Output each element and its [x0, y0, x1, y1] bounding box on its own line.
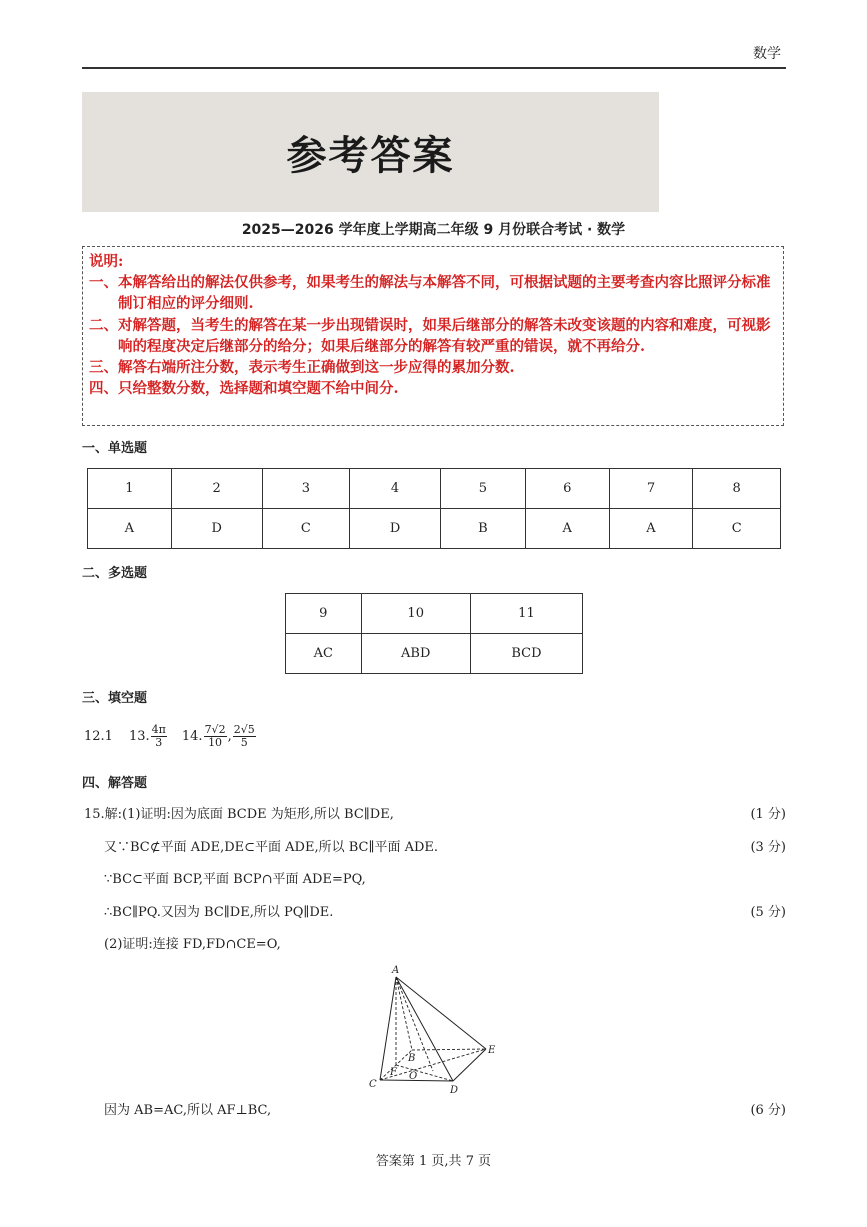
question-number: 9 — [286, 594, 362, 634]
solution-text: ∴BC∥PQ.又因为 BC∥DE,所以 PQ∥DE. — [104, 905, 334, 920]
q14-b-denominator: 5 — [240, 736, 248, 749]
solution-text: 15.解:(1)证明:因为底面 BCDE 为矩形,所以 BC∥DE, — [84, 807, 394, 822]
points-label: (1 分) — [750, 807, 786, 822]
point-label-f: F — [390, 1067, 397, 1078]
question-number: 8 — [693, 469, 781, 509]
solution-line — [104, 933, 786, 952]
answer-cell: B — [440, 509, 525, 549]
answer-cell: BCD — [470, 634, 582, 674]
q13-label: 13. — [128, 729, 150, 744]
banner-title: 参考答案 — [286, 131, 455, 179]
vertex-label-d: D — [450, 1085, 459, 1095]
table-row — [88, 509, 781, 549]
single-choice-table — [87, 468, 781, 549]
table-row — [286, 634, 583, 674]
points-label: (5 分) — [750, 905, 786, 920]
answer-cell: C — [262, 509, 350, 549]
answer-cell: AC — [286, 634, 362, 674]
q13-numerator: 4π — [151, 723, 166, 736]
notes-box — [82, 246, 784, 426]
solution-text: (2)证明:连接 FD,FD∩CE=O, — [104, 937, 281, 952]
section-title-fill-in: 三、填空题 — [82, 691, 148, 706]
table-row — [88, 469, 781, 509]
note-text: 对解答题，当考生的解答在某一步出现错误时，如果后继部分的解答未改变该题的内容和难度，可视影响的程度决定后继部分的给分；如果后继部分的解答有较严重的错误，就不再给分. — [118, 316, 771, 355]
section-title-multi-choice: 二、多选题 — [82, 566, 148, 581]
table-row — [286, 594, 583, 634]
question-number: 6 — [525, 469, 609, 509]
note-number: 二、 — [89, 316, 118, 334]
solution-line — [104, 836, 786, 855]
note-item — [89, 315, 777, 357]
answer-cell: D — [171, 509, 262, 549]
multi-choice-table — [285, 593, 583, 674]
answer-cell: A — [609, 509, 693, 549]
fill-in-answers — [84, 724, 257, 749]
question-number: 2 — [171, 469, 262, 509]
vertex-label-a: A — [392, 965, 400, 976]
solution-text: 又∵BC⊄平面 ADE,DE⊂平面 ADE,所以 BC∥平面 ADE. — [104, 840, 439, 855]
note-item — [89, 357, 777, 378]
note-text: 解答右端所注分数，表示考生正确做到这一步应得的累加分数. — [118, 359, 515, 377]
points-label: (3 分) — [750, 840, 786, 855]
exam-title: 2025—2026 学年度上学期高二年级 9 月份联合考试 · 数学 — [241, 222, 626, 238]
answer-12: 12.1 — [84, 729, 113, 744]
q14-fraction-a — [204, 724, 227, 749]
q13-fraction — [151, 724, 167, 749]
section-title-solutions: 四、解答题 — [82, 776, 148, 791]
solution-line — [84, 803, 786, 822]
subject-label: 数学 — [753, 46, 781, 62]
section-title-single-choice: 一、单选题 — [82, 441, 148, 456]
header-rule — [82, 67, 786, 69]
answer-cell: ABD — [361, 634, 470, 674]
question-number: 5 — [440, 469, 525, 509]
vertex-label-e: E — [488, 1045, 496, 1056]
answer-cell: A — [88, 509, 172, 549]
vertex-label-b: B — [408, 1053, 416, 1064]
notes-heading: 说明: — [89, 253, 124, 270]
note-item — [89, 272, 777, 314]
answer-cell: A — [525, 509, 609, 549]
solution-line — [104, 1099, 786, 1118]
question-number: 4 — [350, 469, 441, 509]
point-label-o: O — [409, 1071, 418, 1082]
question-number: 3 — [262, 469, 350, 509]
note-number: 三、 — [89, 359, 118, 377]
q13-denominator: 3 — [155, 736, 163, 749]
q14-a-denominator: 10 — [208, 736, 223, 749]
question-number: 1 — [88, 469, 172, 509]
answer-cell: D — [350, 509, 441, 549]
note-item — [89, 378, 777, 399]
note-text: 本解答给出的解法仅供参考，如果考生的解法与本解答不同，可根据试题的主要考查内容比照评分标准制订相应的评分细则. — [118, 274, 771, 313]
q14-a-numerator: 7√2 — [204, 723, 226, 736]
answer-cell: C — [693, 509, 781, 549]
solution-line — [104, 901, 786, 920]
question-number: 7 — [609, 469, 693, 509]
q14-label: 14. — [181, 729, 203, 744]
vertex-label-c: C — [369, 1079, 377, 1090]
solution-line — [104, 868, 786, 887]
pyramid-figure — [362, 963, 507, 1095]
solution-text: ∵BC⊂平面 BCP,平面 BCP∩平面 ADE=PQ, — [104, 872, 366, 887]
q14-b-numerator: 2√5 — [233, 723, 255, 736]
note-text: 只给整数分数，选择题和填空题不给中间分. — [118, 380, 399, 398]
title-banner — [82, 92, 659, 212]
q14-fraction-b — [233, 724, 256, 749]
page-footer: 答案第 1 页,共 7 页 — [375, 1154, 492, 1169]
question-number: 10 — [361, 594, 470, 634]
q14-separator: , — [227, 729, 232, 744]
solution-text: 因为 AB=AC,所以 AF⊥BC, — [104, 1103, 272, 1118]
points-label: (6 分) — [750, 1103, 786, 1118]
question-number: 11 — [470, 594, 582, 634]
note-number: 一、 — [89, 274, 118, 292]
note-number: 四、 — [89, 380, 118, 398]
